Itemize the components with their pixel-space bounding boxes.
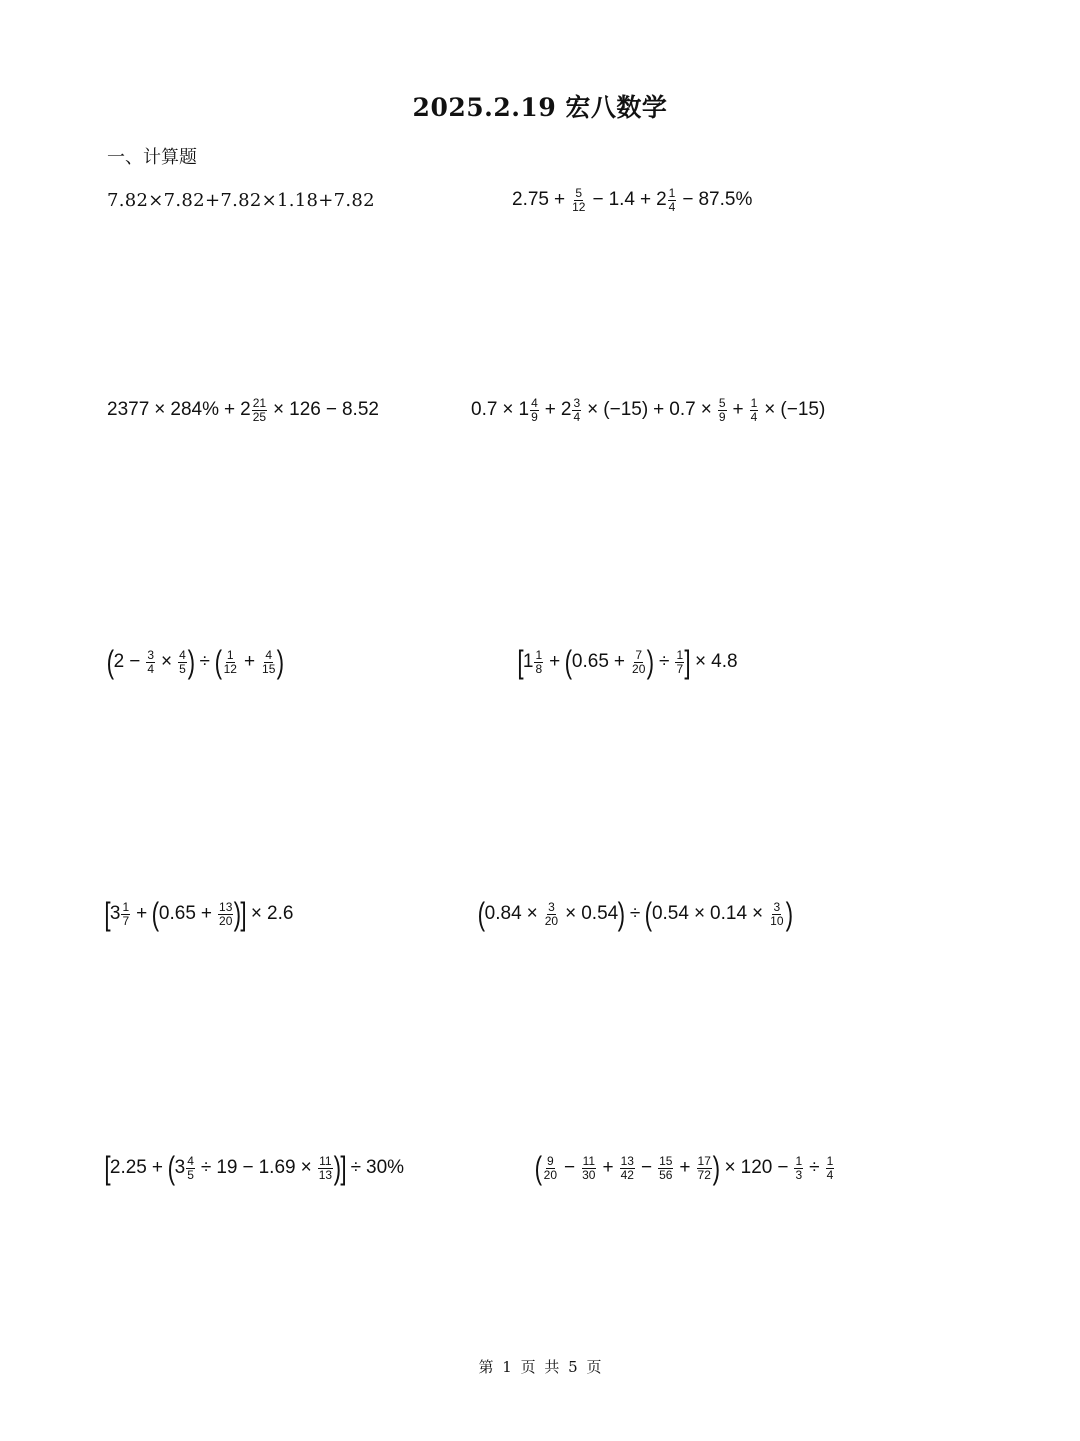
numerator: 9 [546, 1153, 554, 1168]
problem-8 [478, 894, 792, 934]
divide-operator: ÷ [350, 1157, 362, 1178]
fraction [620, 1155, 635, 1181]
number: 30% [366, 1157, 405, 1178]
number: 284% [170, 399, 219, 420]
minus-operator: − [592, 189, 604, 210]
times-operator: × [161, 651, 173, 672]
plus-operator: + [136, 903, 148, 924]
left-bracket: [ [104, 1150, 111, 1186]
right-paren: ) [233, 896, 242, 932]
plus-operator: + [200, 903, 213, 924]
plus-operator: + [639, 189, 652, 210]
times-operator: × [752, 903, 764, 924]
denominator: 9 [531, 409, 538, 424]
times-operator: × [587, 399, 599, 420]
minus-operator: − [682, 189, 694, 210]
problem-9 [105, 1148, 404, 1188]
left-bracket: [ [517, 644, 524, 680]
fraction [223, 649, 238, 675]
right-paren: ) [646, 644, 655, 680]
numerator: 1 [795, 1153, 803, 1168]
numerator: 4 [265, 647, 273, 662]
number: 2.75 [512, 189, 549, 210]
minus-operator: − [777, 1157, 789, 1178]
denominator: 4 [750, 409, 758, 424]
left-paren: ( [644, 896, 653, 932]
expression-text: 7.82×7.82+7.82×1.18+7.82 [107, 189, 375, 211]
fraction [121, 901, 130, 927]
minus-operator: − [640, 1157, 653, 1178]
numerator: 7 [635, 647, 643, 662]
fraction [218, 901, 233, 927]
numerator: 15 [659, 1153, 673, 1168]
denominator: 8 [535, 661, 543, 676]
numerator: 5 [718, 395, 726, 410]
number: (−15) [780, 399, 826, 420]
denominator: 42 [620, 1167, 634, 1182]
number: 0.65 [158, 903, 196, 924]
numerator: 5 [575, 185, 583, 200]
mixed-whole: 2 [240, 399, 251, 420]
plus-operator: + [544, 399, 556, 420]
left-paren: ( [106, 644, 115, 680]
numerator: 1 [668, 185, 676, 200]
number: 0.54 [651, 903, 689, 924]
numerator: 21 [252, 395, 267, 410]
right-paren: ) [617, 896, 626, 932]
number: 0.54 [581, 903, 619, 924]
denominator: 20 [543, 1167, 558, 1182]
problem-3 [107, 390, 379, 430]
problem-7 [105, 894, 293, 934]
number: (−15) [603, 399, 649, 420]
left-paren: ( [477, 896, 486, 932]
left-paren: ( [214, 644, 222, 680]
denominator: 25 [252, 409, 267, 424]
plus-operator: + [553, 189, 566, 210]
number: 87.5% [698, 189, 753, 210]
right-bracket: ] [340, 1150, 347, 1186]
fraction [544, 901, 559, 927]
plus-operator: + [732, 399, 744, 420]
fraction [572, 397, 581, 423]
number: 0.7 [471, 399, 498, 420]
fraction [252, 397, 267, 423]
mixed-whole: 3 [174, 1157, 186, 1178]
number: 2.6 [267, 903, 294, 924]
number: 0.14 [710, 903, 748, 924]
denominator: 5 [179, 661, 186, 676]
problem-2 [512, 180, 752, 220]
number: 2 [113, 651, 125, 672]
mixed-whole: 2 [560, 399, 572, 420]
denominator: 4 [147, 661, 155, 676]
minus-operator: − [564, 1157, 576, 1178]
times-operator: × [526, 903, 538, 924]
denominator: 12 [572, 199, 586, 214]
fraction [658, 1155, 673, 1181]
mixed-whole: 1 [522, 651, 534, 672]
fraction [794, 1155, 803, 1181]
numerator: 11 [582, 1153, 596, 1168]
fraction [718, 397, 727, 423]
denominator: 5 [187, 1167, 194, 1182]
fraction [530, 397, 539, 423]
right-paren: ) [712, 1150, 720, 1186]
denominator: 20 [632, 661, 646, 676]
number: 2377 [107, 399, 150, 420]
times-operator: × [693, 903, 706, 924]
plus-operator: + [613, 651, 626, 672]
problem-5 [107, 642, 284, 682]
divide-operator: ÷ [629, 903, 641, 924]
fraction [261, 649, 276, 675]
denominator: 10 [770, 913, 784, 928]
denominator: 15 [262, 661, 276, 676]
plus-operator: + [602, 1157, 614, 1178]
denominator: 13 [318, 1167, 333, 1182]
times-operator: × [300, 1157, 312, 1178]
denominator: 9 [718, 409, 726, 424]
right-bracket: ] [684, 644, 691, 680]
fraction [750, 397, 759, 423]
times-operator: × [502, 399, 514, 420]
fraction [826, 1155, 835, 1181]
page-footer: 第 1 页 共 5 页 [478, 1358, 602, 1376]
fraction [178, 649, 187, 675]
fraction [318, 1155, 333, 1181]
right-paren: ) [333, 1150, 342, 1186]
numerator: 4 [187, 1153, 194, 1168]
numerator: 17 [697, 1153, 711, 1168]
right-paren: ) [785, 896, 793, 932]
number: 120 [740, 1157, 773, 1178]
numerator: 3 [548, 899, 555, 914]
times-operator: × [764, 399, 776, 420]
times-operator: × [273, 399, 285, 420]
numerator: 4 [179, 647, 186, 662]
fraction [697, 1155, 712, 1181]
denominator: 7 [122, 913, 130, 928]
problem-4 [471, 390, 825, 430]
times-operator: × [700, 399, 712, 420]
number: 4.8 [711, 651, 738, 672]
fraction [186, 1155, 195, 1181]
numerator: 1 [535, 647, 543, 662]
fraction [668, 187, 677, 213]
fraction [543, 1155, 558, 1181]
plus-operator: + [653, 399, 665, 420]
left-paren: ( [564, 644, 573, 680]
fraction [534, 649, 543, 675]
number: 1.4 [608, 189, 635, 210]
denominator: 4 [668, 199, 676, 214]
right-bracket: ] [240, 896, 247, 932]
left-paren: ( [151, 896, 160, 932]
denominator: 56 [659, 1167, 673, 1182]
divide-operator: ÷ [200, 1157, 212, 1178]
denominator: 72 [697, 1167, 711, 1182]
denominator: 20 [219, 913, 233, 928]
left-paren: ( [534, 1150, 543, 1186]
times-operator: × [565, 903, 577, 924]
numerator: 1 [122, 899, 130, 914]
minus-operator: − [325, 399, 337, 420]
times-operator: × [695, 651, 707, 672]
number: 1.69 [258, 1157, 296, 1178]
divide-operator: ÷ [659, 651, 670, 672]
fraction [146, 649, 155, 675]
divide-operator: ÷ [199, 651, 210, 672]
minus-operator: − [129, 651, 141, 672]
minus-operator: − [242, 1157, 254, 1178]
section-heading: 一、计算题 [107, 147, 197, 168]
times-operator: × [724, 1157, 736, 1178]
denominator: 4 [826, 1167, 834, 1182]
numerator: 3 [773, 899, 781, 914]
number: 0.84 [484, 903, 522, 924]
mixed-whole: 2 [656, 189, 667, 210]
problem-1 [107, 180, 375, 220]
right-paren: ) [187, 644, 195, 680]
plus-operator: + [679, 1157, 691, 1178]
numerator: 1 [750, 395, 758, 410]
divide-operator: ÷ [809, 1157, 820, 1178]
fraction [581, 1155, 596, 1181]
plus-operator: + [224, 399, 236, 420]
numerator: 4 [531, 395, 538, 410]
right-paren: ) [277, 644, 285, 680]
number: 8.52 [341, 399, 379, 420]
fraction [675, 649, 684, 675]
fraction [769, 901, 784, 927]
numerator: 3 [147, 647, 155, 662]
plus-operator: + [549, 651, 561, 672]
denominator: 30 [582, 1167, 596, 1182]
times-operator: × [250, 903, 263, 924]
mixed-whole: 3 [109, 903, 121, 924]
numerator: 1 [226, 647, 234, 662]
number: 126 [289, 399, 321, 420]
denominator: 20 [544, 913, 559, 928]
denominator: 4 [573, 409, 581, 424]
denominator: 7 [676, 661, 684, 676]
problem-6 [518, 642, 738, 682]
times-operator: × [154, 399, 166, 420]
numerator: 11 [319, 1153, 332, 1168]
left-paren: ( [167, 1150, 176, 1186]
denominator: 12 [223, 661, 237, 676]
number: 0.65 [571, 651, 609, 672]
numerator: 1 [826, 1153, 834, 1168]
number: 2.25 [109, 1157, 147, 1178]
plus-operator: + [151, 1157, 163, 1178]
numerator: 13 [620, 1153, 634, 1168]
page-title: 2025.2.19 宏八数学 [412, 93, 668, 122]
number: 0.7 [669, 399, 696, 420]
numerator: 1 [676, 647, 684, 662]
mixed-whole: 1 [518, 399, 530, 420]
plus-operator: + [243, 651, 256, 672]
fraction [571, 187, 586, 213]
problem-10 [535, 1148, 835, 1188]
left-bracket: [ [104, 896, 111, 932]
number: 19 [216, 1157, 238, 1178]
denominator: 3 [795, 1167, 803, 1182]
fraction [631, 649, 646, 675]
numerator: 3 [573, 395, 581, 410]
numerator: 13 [219, 899, 233, 914]
